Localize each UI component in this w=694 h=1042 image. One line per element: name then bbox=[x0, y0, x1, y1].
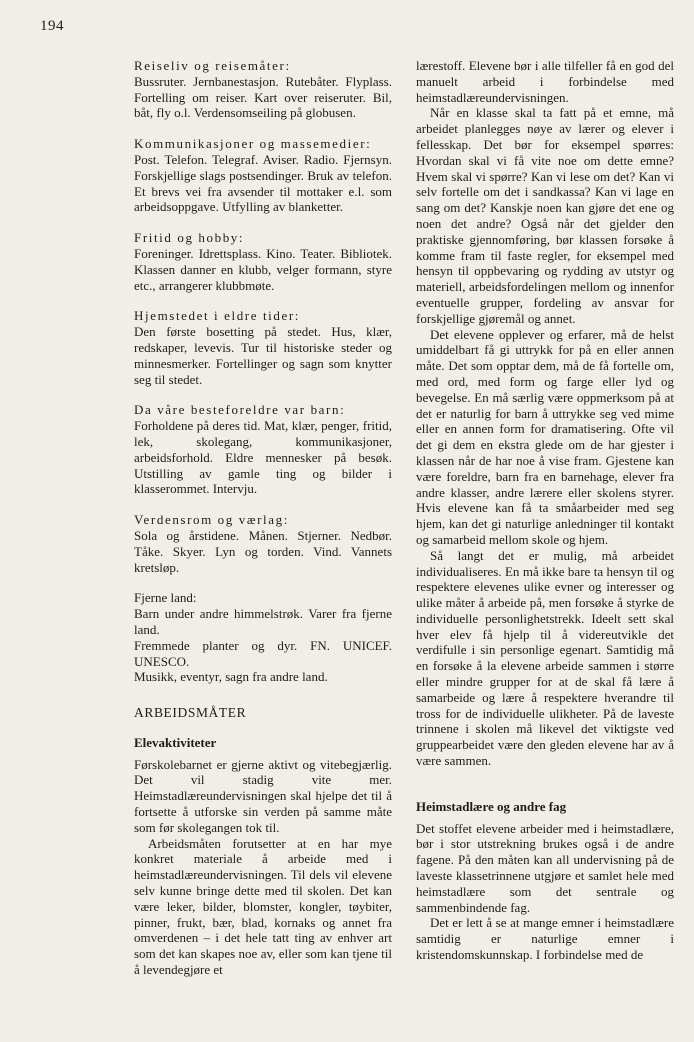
page-number: 194 bbox=[40, 18, 64, 34]
topic-body: Den første bosetting på stedet. Hus, klær, redskaper, levevis. Tur til historiske steder og minnesmerker. Fortellinger og sagn som knytter seg til stedet. bbox=[134, 324, 392, 387]
left-column bbox=[134, 58, 392, 978]
paragraph: lærestoff. Elevene bør i alle tilfeller få en god del manuelt arbeid i forbindelse med heimstadlæreundervisningen. bbox=[416, 58, 674, 105]
topic-heading: Fritid og hobby: bbox=[134, 230, 245, 246]
topic-heading: Verdensrom og værlag: bbox=[134, 512, 289, 528]
topic-fjerne-land bbox=[134, 590, 392, 685]
section-heading: ARBEIDSMÅTER bbox=[134, 705, 247, 721]
topic-heading: Hjemstedet i eldre tider: bbox=[134, 308, 300, 324]
topic-heading: Fjerne land: bbox=[134, 590, 197, 606]
topic-verdensrom bbox=[134, 512, 392, 575]
topic-body: Post. Telefon. Telegraf. Aviser. Radio. Fjernsyn. Forskjellige slags postsendinger. Bruk av telefon. Et brevs vei fra avsender til mottaker e.l. som arbeidsoppgave. Utfylling av blanketter. bbox=[134, 151, 392, 215]
topic-line: Fremmede planter og dyr. FN. UNICEF. UNESCO. bbox=[134, 637, 392, 669]
topic-body: Sola og årstidene. Månen. Stjerner. Nedbør. Tåke. Skyer. Lyn og torden. Vind. Vannets kretsløp. bbox=[134, 527, 392, 575]
topic-heading: Kommunikasjoner og massemedier: bbox=[134, 136, 372, 152]
topic-body: Forholdene på deres tid. Mat, klær, penger, fritid, lek, skolegang, kommunikasjoner, arbeidsforhold. Eldre mennesker på besøk. Utstilling av gamle ting og bilder i klasserommet. Intervju. bbox=[134, 418, 392, 497]
topic-besteforeldre bbox=[134, 402, 392, 497]
paragraph: Det stoffet elevene arbeider med i heimstadlære, bør i stor utstrekning brukes også i de andre fagene. På den måten kan all undervisning på de laveste klassetrinnene utgjøre et samlet hele med heimstadlære som det sentrale og sammenbindende fag. bbox=[416, 820, 674, 915]
paragraph: Arbeidsmåten forutsetter at en har mye konkret materiale å arbeide med i heimstadlæreundervisningen. Til dels vil elevene selv kunne bringe dette med til skolen. Det kan være leker, bilder, blomster, kongler, tøybiter, pinner, frukt, bær, blad, kornaks og annet fra omverdenen – i det hele tatt ting av enhver art som det kan skapes noe av, eller som kan tjene til å levendegjøre et bbox=[134, 835, 392, 978]
sub-heading: Heimstadlære og andre fag bbox=[416, 798, 567, 814]
topic-body: Foreninger. Idrettsplass. Kino. Teater. Bibliotek. Klassen danner en klubb, velger formann, styre etc., arrangerer klubbmøte. bbox=[134, 245, 392, 293]
paragraph: Førskolebarnet er gjerne aktivt og vitebegjærlig. Det vil stadig vite mer. Heimstadlæreundervisningen skal hjelpe det til å fortsette å utforske sin verden på samme måte som før skolegangen tok til. bbox=[134, 756, 392, 835]
topic-hjemstedet bbox=[134, 308, 392, 387]
topic-reiseliv bbox=[134, 58, 392, 121]
topic-fritid bbox=[134, 230, 392, 293]
topic-heading: Da våre besteforeldre var barn: bbox=[134, 402, 346, 418]
paragraph: Det er lett å se at mange emner i heimstadlære samtidig er naturlige emner i kristendomskunnskap. I forbindelse med de bbox=[416, 915, 674, 963]
paragraph: Når en klasse skal ta fatt på et emne, må arbeidet planlegges nøye av lærer og elever i fellesskap. Det bør for eksempel spørres: Hvordan skal vi få vite noe om dette emne? Hvem skal vi spørre? Kan vi lese om det? Kan vi selv fortelle om det i sandkassa? Kan vi lage en sang om det? Kanskje noen kan gjøre det ene og noen det andre? Også når det gjelder den praktiske gjennomføring, bør klassen forsøke å komme fram til faste regler, for eksempel med hensyn til oppbevaring og rydding av utstyr og materiell, arbeidsfordelingen mellom og innenfor eventuelle grupper, fordeling av ansvar for forskjellige gjøremål og annet. bbox=[416, 105, 674, 326]
sub-heading: Elevaktiviteter bbox=[134, 734, 217, 750]
right-column bbox=[416, 58, 674, 963]
topic-line: Barn under andre himmelstrøk. Varer fra fjerne land. bbox=[134, 606, 392, 637]
topic-kommunikasjoner bbox=[134, 136, 392, 215]
topic-line: Musikk, eventyr, sagn fra andre land. bbox=[134, 669, 328, 685]
topic-body: Bussruter. Jernbanestasjon. Rutebåter. Flyplass. Fortelling om reiser. Kart over reiseruter. Bil, båt, fly o.l. Verdensomseiling på globusen. bbox=[134, 73, 392, 121]
paragraph: Det elevene opplever og erfarer, må de helst umiddelbart få gi uttrykk for på en eller annen måte. Det som opptar dem, må de få fortelle om, med ord, med form og farge eller lyd og bevegelse. En må særlig være oppmerksom på at det er naturlig for barn å uttrykke seg ved mime eller en annen form for dramatisering. Ofte vil det gi dem en ekstra glede om de har gjester i klassen når de har noe å vise fram. Gjestene kan være foreldre, barn fra en barnehage, elever fra andre klasser, andre lærere eller skolens styrer. Hvis elevene kan få ta småarbeider med seg hjem, kan det gi naturlige anledninger til kontakt og samarbeid mellom skole og hjem. bbox=[416, 326, 674, 547]
topic-heading: Reiseliv og reisemåter: bbox=[134, 58, 291, 73]
paragraph: Så langt det er mulig, må arbeidet individualiseres. En må ikke bare ta hensyn til og respektere elevenes ulike evner og interesser og ulike måter å arbeide på, men forsøke å styrke de individuelle personlighetstrekk. Ideelt sett skal hver elev få hjelp til å videreutvikle det verdifulle i sin personlige egenart. Samtidig må en forsøke å la elevene arbeide sammen i større eller mindre grupper for at de skal få lære å samarbeide og lære å respektere hverandre til tross for de individuelle ulikheter. På de laveste trinnene i skolen må likevel det viktigste ved gruppearbeidet være den gleden elevene har av å være sammen. bbox=[416, 547, 674, 769]
